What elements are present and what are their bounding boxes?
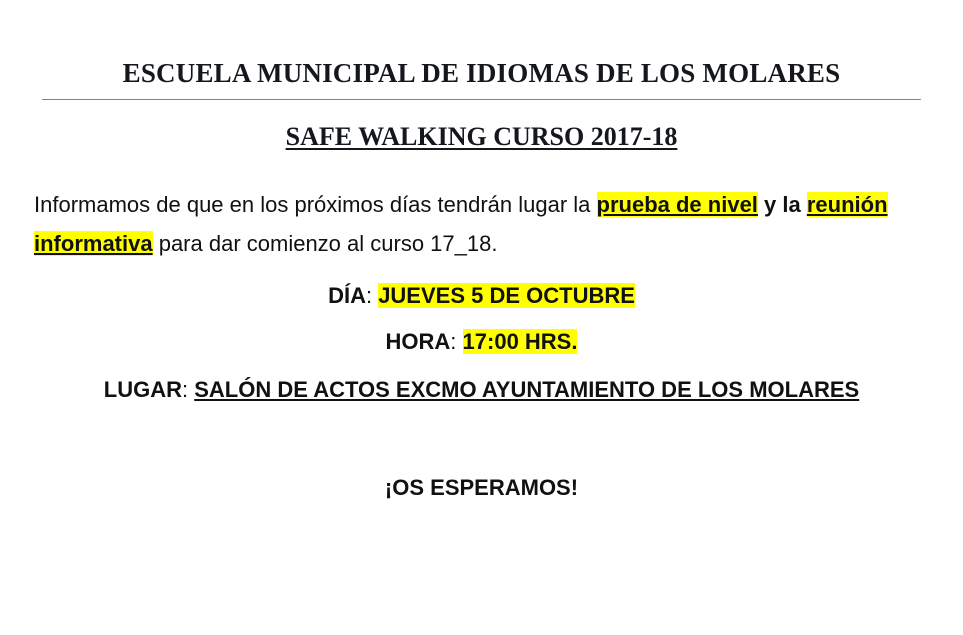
field-lugar (34, 377, 929, 403)
course-title (34, 122, 929, 152)
field-hora-separator: : (450, 329, 463, 354)
field-lugar-value: SALÓN DE ACTOS EXCMO AYUNTAMIENTO DE LOS MOLARES (194, 377, 860, 402)
field-hora-label: HORA (385, 329, 451, 354)
field-dia-separator: : (365, 283, 379, 308)
organization-title: ESCUELA MUNICIPAL DE IDIOMAS DE LOS MOLARES (122, 58, 841, 88)
field-dia-value: JUEVES 5 DE OCTUBRE (378, 283, 635, 308)
field-hora (34, 329, 929, 355)
intro-part-2: y la (757, 192, 807, 217)
intro-part-1: Informamos de que en los próximos días tendrán lugar la (34, 192, 597, 217)
intro-highlight-2: reunión informativa (34, 192, 888, 256)
field-lugar-label: LUGAR (103, 377, 183, 402)
header-divider (42, 99, 921, 100)
field-hora-value: 17:00 HRS. (462, 329, 578, 354)
closing-message: ¡OS ESPERAMOS! (384, 475, 579, 500)
field-dia-label: DÍA (328, 283, 366, 308)
intro-part-3: para dar comienzo al curso 17_18. (152, 230, 498, 256)
field-lugar-separator: : (182, 377, 195, 402)
intro-highlight-1: prueba de nivel (596, 192, 758, 217)
course-title-text: SAFE WALKING CURSO 2017-18 (285, 122, 678, 151)
intro-paragraph (34, 186, 929, 263)
field-dia (34, 283, 929, 309)
